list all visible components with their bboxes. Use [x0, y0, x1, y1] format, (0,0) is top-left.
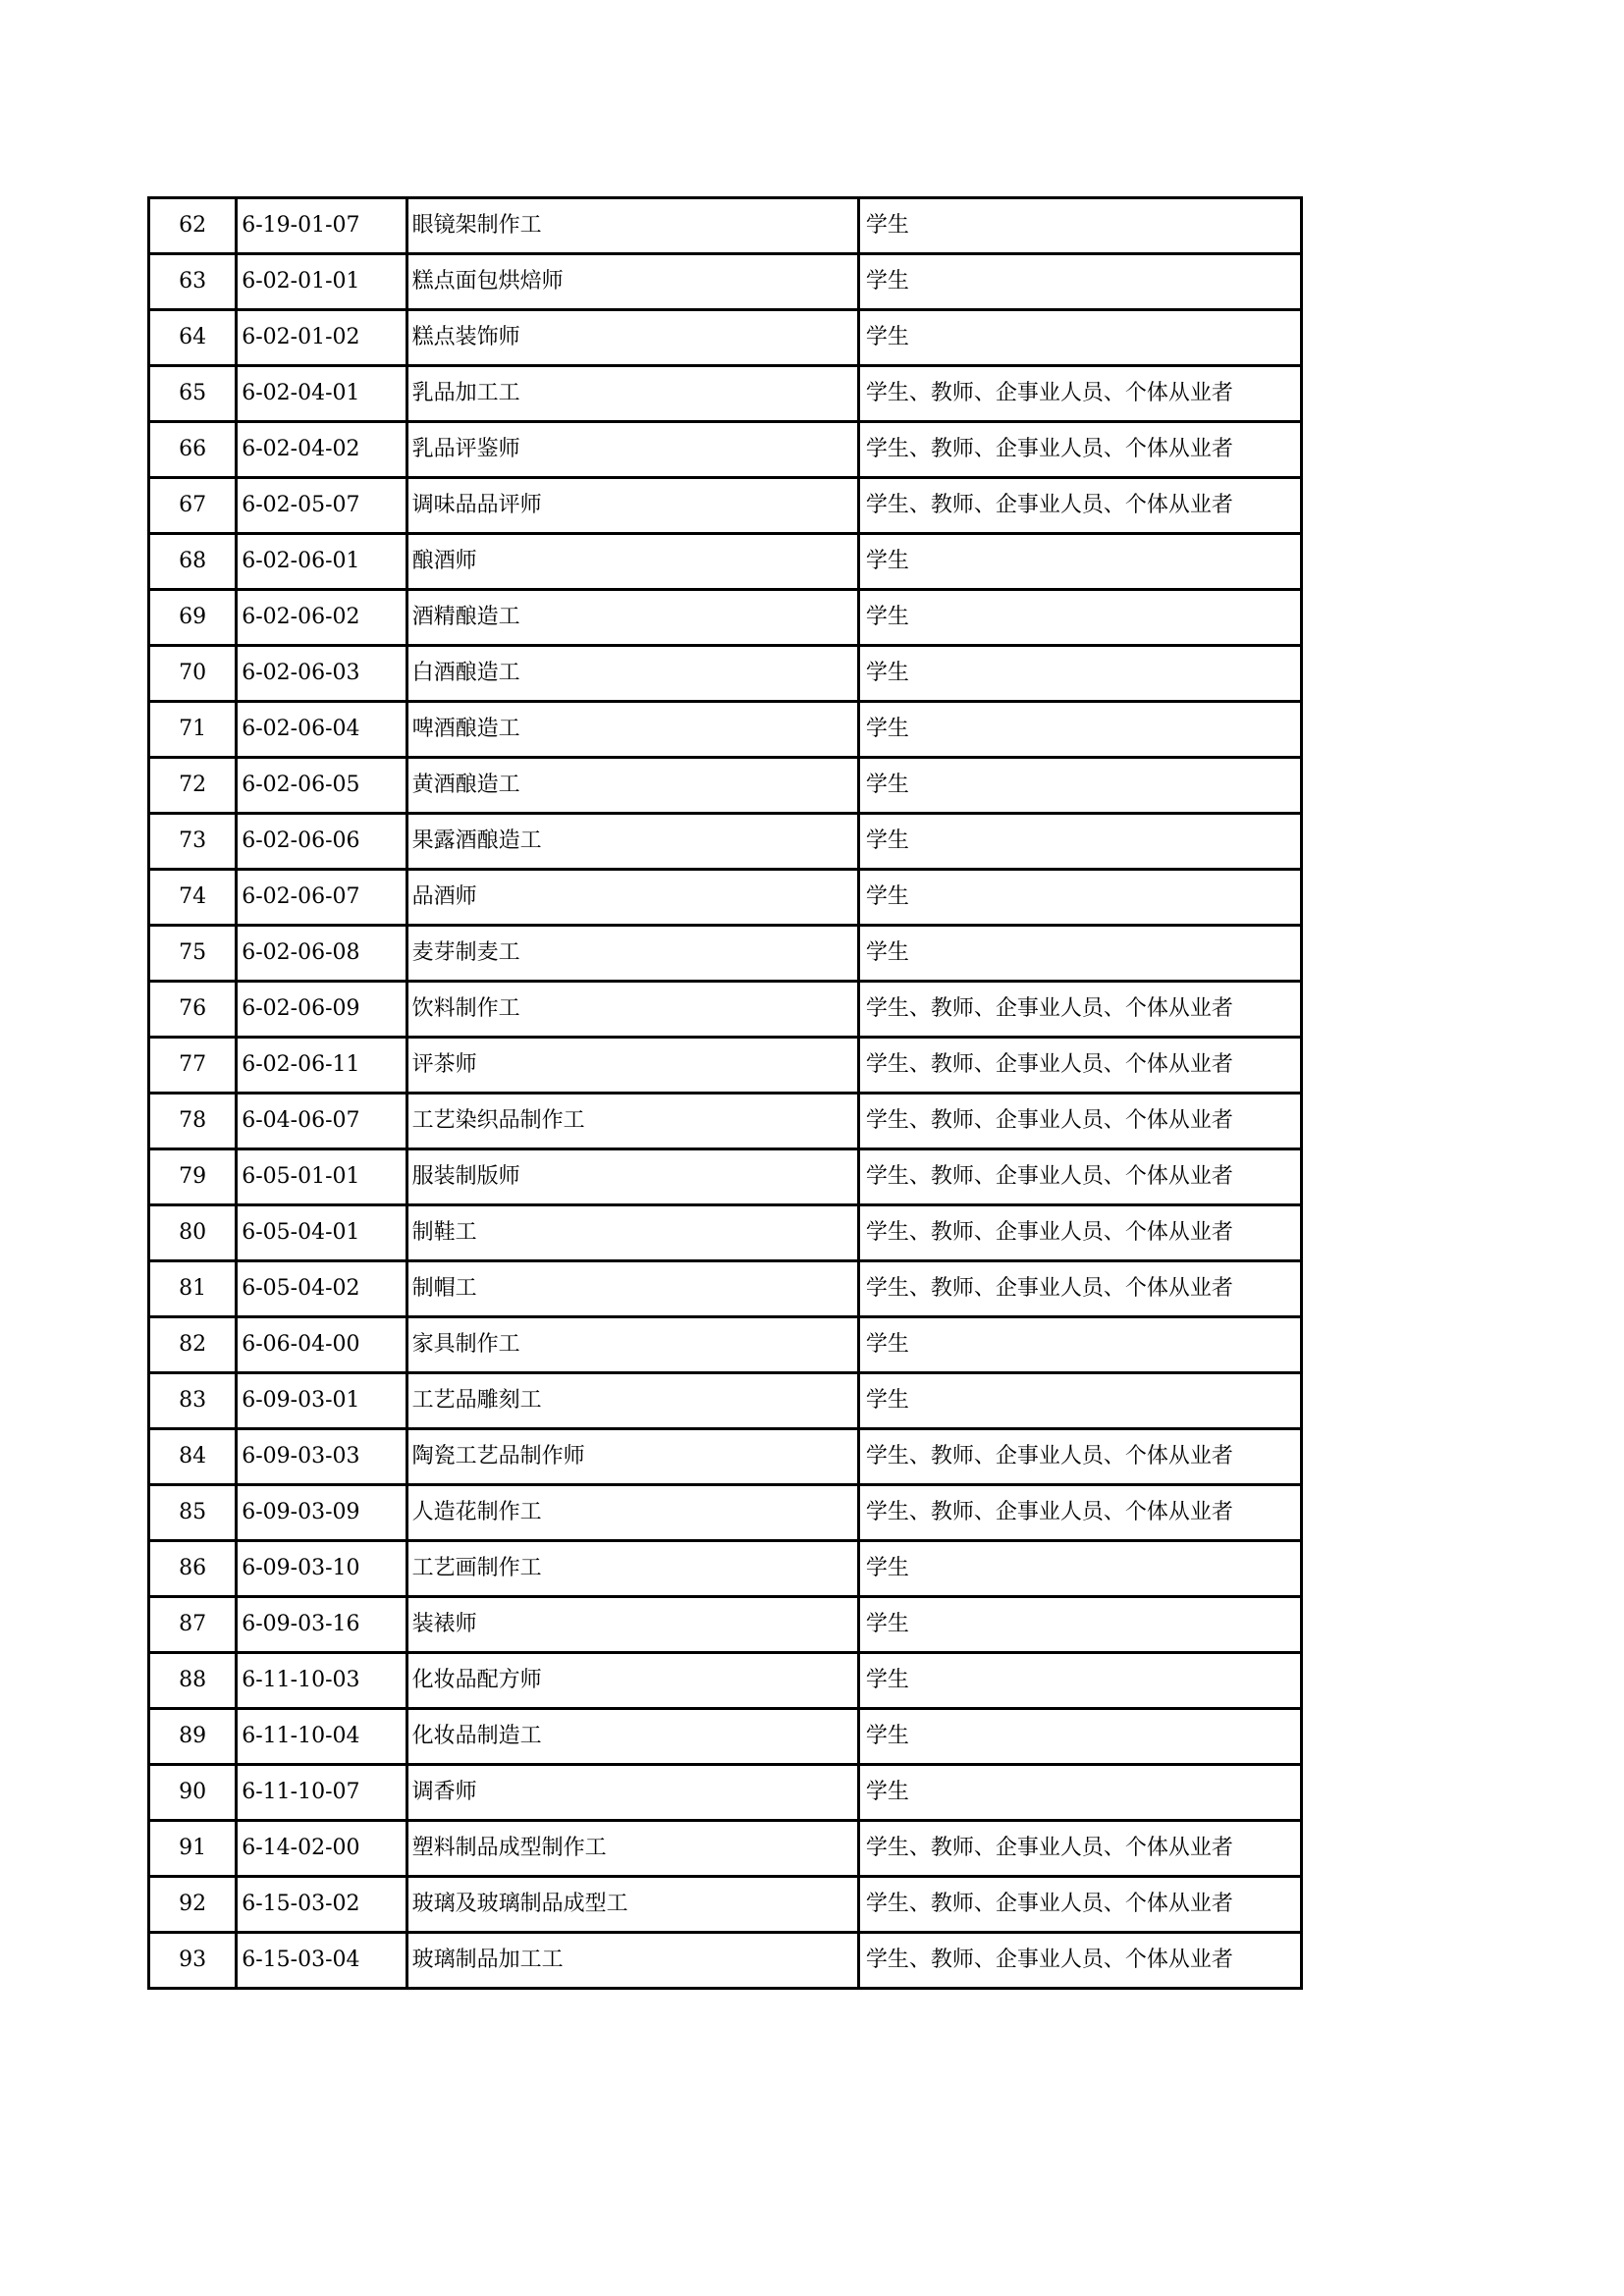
- applicable-target-cell: 学生、教师、企事业人员、个体从业者: [858, 1821, 1301, 1877]
- occupation-code-cell: 6-02-06-03: [237, 646, 406, 702]
- occupation-name-cell: 玻璃制品加工工: [406, 1933, 858, 1989]
- occupation-code-cell: 6-05-04-01: [237, 1205, 406, 1261]
- row-number-cell: 73: [149, 814, 237, 870]
- row-number-cell: 87: [149, 1597, 237, 1653]
- occupation-name-cell: 化妆品配方师: [406, 1653, 858, 1709]
- row-number-cell: 91: [149, 1821, 237, 1877]
- applicable-target-cell: 学生、教师、企事业人员、个体从业者: [858, 478, 1301, 534]
- occupation-code-cell: 6-02-06-04: [237, 702, 406, 758]
- table-row: [149, 1597, 1302, 1653]
- occupation-code-cell: 6-14-02-00: [237, 1821, 406, 1877]
- table-row: [149, 1877, 1302, 1933]
- occupation-code-cell: 6-15-03-04: [237, 1933, 406, 1989]
- occupation-code-cell: 6-09-03-10: [237, 1541, 406, 1597]
- table-row: [149, 1205, 1302, 1261]
- table-row: [149, 982, 1302, 1038]
- row-number-cell: 80: [149, 1205, 237, 1261]
- occupation-name-cell: 麦芽制麦工: [406, 926, 858, 982]
- applicable-target-cell: 学生、教师、企事业人员、个体从业者: [858, 1485, 1301, 1541]
- occupation-name-cell: 酒精酿造工: [406, 590, 858, 646]
- applicable-target-cell: 学生、教师、企事业人员、个体从业者: [858, 982, 1301, 1038]
- row-number-cell: 71: [149, 702, 237, 758]
- table-row: [149, 1149, 1302, 1205]
- table-row: [149, 590, 1302, 646]
- table-row: [149, 254, 1302, 310]
- table-row: [149, 366, 1302, 422]
- applicable-target-cell: 学生: [858, 702, 1301, 758]
- occupation-name-cell: 制帽工: [406, 1261, 858, 1317]
- table-row: [149, 926, 1302, 982]
- occupation-name-cell: 饮料制作工: [406, 982, 858, 1038]
- occupation-name-cell: 评茶师: [406, 1038, 858, 1094]
- occupation-code-cell: 6-19-01-07: [237, 198, 406, 254]
- table-row: [149, 310, 1302, 366]
- applicable-target-cell: 学生: [858, 1709, 1301, 1765]
- table-row: [149, 478, 1302, 534]
- applicable-target-cell: 学生、教师、企事业人员、个体从业者: [858, 1149, 1301, 1205]
- applicable-target-cell: 学生、教师、企事业人员、个体从业者: [858, 422, 1301, 478]
- occupation-name-cell: 工艺品雕刻工: [406, 1373, 858, 1429]
- table-row: [149, 870, 1302, 926]
- applicable-target-cell: 学生: [858, 758, 1301, 814]
- table-row: [149, 1094, 1302, 1149]
- table-row: [149, 1373, 1302, 1429]
- applicable-target-cell: 学生、教师、企事业人员、个体从业者: [858, 1429, 1301, 1485]
- occupation-name-cell: 乳品评鉴师: [406, 422, 858, 478]
- occupation-name-cell: 糕点面包烘焙师: [406, 254, 858, 310]
- row-number-cell: 83: [149, 1373, 237, 1429]
- applicable-target-cell: 学生: [858, 1653, 1301, 1709]
- occupation-code-cell: 6-02-01-01: [237, 254, 406, 310]
- occupation-name-cell: 塑料制品成型制作工: [406, 1821, 858, 1877]
- occupation-name-cell: 装裱师: [406, 1597, 858, 1653]
- row-number-cell: 69: [149, 590, 237, 646]
- table-body: [149, 198, 1302, 1989]
- occupation-code-cell: 6-02-01-02: [237, 310, 406, 366]
- applicable-target-cell: 学生: [858, 198, 1301, 254]
- applicable-target-cell: 学生: [858, 590, 1301, 646]
- row-number-cell: 72: [149, 758, 237, 814]
- row-number-cell: 88: [149, 1653, 237, 1709]
- row-number-cell: 84: [149, 1429, 237, 1485]
- occupation-code-cell: 6-09-03-09: [237, 1485, 406, 1541]
- row-number-cell: 63: [149, 254, 237, 310]
- table-row: [149, 534, 1302, 590]
- row-number-cell: 77: [149, 1038, 237, 1094]
- table-row: [149, 758, 1302, 814]
- applicable-target-cell: 学生: [858, 1541, 1301, 1597]
- row-number-cell: 85: [149, 1485, 237, 1541]
- row-number-cell: 67: [149, 478, 237, 534]
- occupation-code-cell: 6-02-06-02: [237, 590, 406, 646]
- occupation-name-cell: 啤酒酿造工: [406, 702, 858, 758]
- table-row: [149, 1429, 1302, 1485]
- row-number-cell: 70: [149, 646, 237, 702]
- occupation-name-cell: 玻璃及玻璃制品成型工: [406, 1877, 858, 1933]
- applicable-target-cell: 学生: [858, 814, 1301, 870]
- table-row: [149, 1821, 1302, 1877]
- table-row: [149, 1709, 1302, 1765]
- table-row: [149, 1933, 1302, 1989]
- table-row: [149, 422, 1302, 478]
- occupation-code-cell: 6-02-05-07: [237, 478, 406, 534]
- applicable-target-cell: 学生: [858, 310, 1301, 366]
- row-number-cell: 79: [149, 1149, 237, 1205]
- row-number-cell: 62: [149, 198, 237, 254]
- occupation-name-cell: 白酒酿造工: [406, 646, 858, 702]
- occupation-name-cell: 服装制版师: [406, 1149, 858, 1205]
- occupation-code-cell: 6-02-06-01: [237, 534, 406, 590]
- occupation-code-cell: 6-02-04-02: [237, 422, 406, 478]
- applicable-target-cell: 学生: [858, 1597, 1301, 1653]
- occupation-code-cell: 6-09-03-16: [237, 1597, 406, 1653]
- occupation-code-cell: 6-11-10-07: [237, 1765, 406, 1821]
- occupation-name-cell: 乳品加工工: [406, 366, 858, 422]
- occupation-name-cell: 家具制作工: [406, 1317, 858, 1373]
- applicable-target-cell: 学生: [858, 1765, 1301, 1821]
- occupation-table: [147, 196, 1303, 1990]
- table-row: [149, 1317, 1302, 1373]
- occupation-name-cell: 黄酒酿造工: [406, 758, 858, 814]
- table-row: [149, 1765, 1302, 1821]
- occupation-name-cell: 陶瓷工艺品制作师: [406, 1429, 858, 1485]
- occupation-name-cell: 品酒师: [406, 870, 858, 926]
- table-row: [149, 646, 1302, 702]
- occupation-code-cell: 6-09-03-03: [237, 1429, 406, 1485]
- applicable-target-cell: 学生: [858, 1373, 1301, 1429]
- table-row: [149, 702, 1302, 758]
- occupation-code-cell: 6-05-01-01: [237, 1149, 406, 1205]
- occupation-name-cell: 调香师: [406, 1765, 858, 1821]
- row-number-cell: 82: [149, 1317, 237, 1373]
- occupation-name-cell: 调味品品评师: [406, 478, 858, 534]
- occupation-code-cell: 6-15-03-02: [237, 1877, 406, 1933]
- occupation-code-cell: 6-02-06-11: [237, 1038, 406, 1094]
- row-number-cell: 78: [149, 1094, 237, 1149]
- applicable-target-cell: 学生: [858, 926, 1301, 982]
- occupation-name-cell: 糕点装饰师: [406, 310, 858, 366]
- table-row: [149, 1541, 1302, 1597]
- row-number-cell: 76: [149, 982, 237, 1038]
- applicable-target-cell: 学生: [858, 534, 1301, 590]
- occupation-code-cell: 6-06-04-00: [237, 1317, 406, 1373]
- occupation-code-cell: 6-11-10-03: [237, 1653, 406, 1709]
- applicable-target-cell: 学生、教师、企事业人员、个体从业者: [858, 1261, 1301, 1317]
- applicable-target-cell: 学生、教师、企事业人员、个体从业者: [858, 1205, 1301, 1261]
- table-row: [149, 1261, 1302, 1317]
- row-number-cell: 68: [149, 534, 237, 590]
- table-row: [149, 198, 1302, 254]
- applicable-target-cell: 学生、教师、企事业人员、个体从业者: [858, 1933, 1301, 1989]
- table-row: [149, 1653, 1302, 1709]
- row-number-cell: 81: [149, 1261, 237, 1317]
- occupation-name-cell: 人造花制作工: [406, 1485, 858, 1541]
- row-number-cell: 86: [149, 1541, 237, 1597]
- occupation-code-cell: 6-02-06-08: [237, 926, 406, 982]
- applicable-target-cell: 学生、教师、企事业人员、个体从业者: [858, 1094, 1301, 1149]
- occupation-code-cell: 6-02-06-05: [237, 758, 406, 814]
- row-number-cell: 90: [149, 1765, 237, 1821]
- occupation-code-cell: 6-11-10-04: [237, 1709, 406, 1765]
- applicable-target-cell: 学生、教师、企事业人员、个体从业者: [858, 366, 1301, 422]
- applicable-target-cell: 学生: [858, 870, 1301, 926]
- table-row: [149, 814, 1302, 870]
- occupation-code-cell: 6-02-06-09: [237, 982, 406, 1038]
- occupation-name-cell: 工艺染织品制作工: [406, 1094, 858, 1149]
- row-number-cell: 74: [149, 870, 237, 926]
- occupation-code-cell: 6-09-03-01: [237, 1373, 406, 1429]
- occupation-code-cell: 6-04-06-07: [237, 1094, 406, 1149]
- occupation-name-cell: 酿酒师: [406, 534, 858, 590]
- row-number-cell: 92: [149, 1877, 237, 1933]
- applicable-target-cell: 学生: [858, 254, 1301, 310]
- occupation-name-cell: 制鞋工: [406, 1205, 858, 1261]
- occupation-name-cell: 化妆品制造工: [406, 1709, 858, 1765]
- applicable-target-cell: 学生: [858, 1317, 1301, 1373]
- applicable-target-cell: 学生、教师、企事业人员、个体从业者: [858, 1038, 1301, 1094]
- occupation-name-cell: 果露酒酿造工: [406, 814, 858, 870]
- occupation-code-cell: 6-05-04-02: [237, 1261, 406, 1317]
- row-number-cell: 89: [149, 1709, 237, 1765]
- row-number-cell: 64: [149, 310, 237, 366]
- applicable-target-cell: 学生: [858, 646, 1301, 702]
- row-number-cell: 93: [149, 1933, 237, 1989]
- row-number-cell: 75: [149, 926, 237, 982]
- occupation-name-cell: 工艺画制作工: [406, 1541, 858, 1597]
- occupation-code-cell: 6-02-06-07: [237, 870, 406, 926]
- table-row: [149, 1038, 1302, 1094]
- table-row: [149, 1485, 1302, 1541]
- applicable-target-cell: 学生、教师、企事业人员、个体从业者: [858, 1877, 1301, 1933]
- occupation-name-cell: 眼镜架制作工: [406, 198, 858, 254]
- row-number-cell: 66: [149, 422, 237, 478]
- row-number-cell: 65: [149, 366, 237, 422]
- occupation-code-cell: 6-02-04-01: [237, 366, 406, 422]
- occupation-code-cell: 6-02-06-06: [237, 814, 406, 870]
